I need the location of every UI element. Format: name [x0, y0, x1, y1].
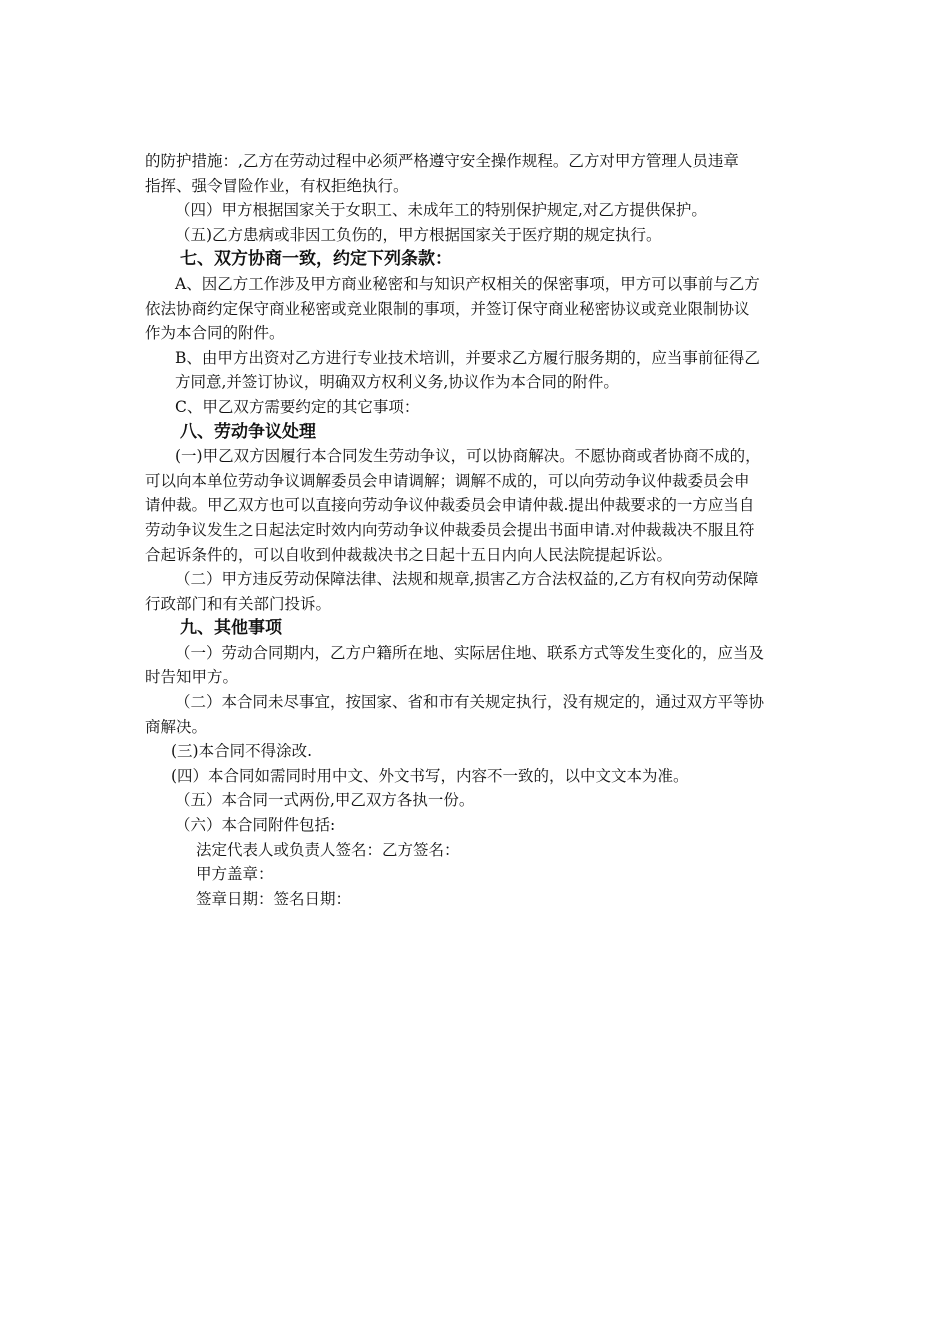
paragraph-line: 请仲裁。甲乙双方也可以直接向劳动争议仲裁委员会申请仲裁.提出仲裁要求的一方应当自 — [145, 496, 755, 515]
paragraph-line: 指挥、强令冒险作业，有权拒绝执行。 — [145, 176, 409, 195]
dispute-clause-one: (一)甲乙双方因履行本合同发生劳动争议，可以协商解决。不愿协商或者协商不成的， — [175, 447, 761, 466]
paragraph-line: 作为本合同的附件。 — [145, 324, 285, 343]
paragraph-line: 劳动争议发生之日起法定时效内向劳动争议仲裁委员会提出书面申请.对仲裁裁决不服且符 — [145, 520, 755, 539]
section-eight-heading: 八、劳动争议处理 — [180, 421, 316, 442]
paragraph-line: 合起诉条件的，可以自收到仲裁裁决书之日起十五日内向人民法院提起诉讼。 — [145, 545, 673, 564]
signature-line: 法定代表人或负责人签名：乙方签名： — [196, 840, 460, 859]
date-line: 签章日期：签名日期： — [196, 889, 352, 908]
section-seven-heading: 七、双方协商一致，约定下列条款： — [180, 249, 452, 270]
paragraph-line: 的防护措施：,乙方在劳动过程中必须严格遵守安全操作规程。乙方对甲方管理人员违章 — [145, 152, 739, 170]
paragraph-line: 可以向本单位劳动争议调解委员会申请调解；调解不成的，可以向劳动争议仲裁委员会申 — [145, 471, 750, 490]
clause-c: C、甲乙双方需要约定的其它事项： — [175, 397, 420, 416]
paragraph-line: 依法协商约定保守商业秘密或竞业限制的事项，并签订保守商业秘密协议或竞业限制协议 — [145, 299, 750, 318]
clause-four: （四）甲方根据国家关于女职工、未成年工的特别保护规定,对乙方提供保护。 — [175, 201, 707, 220]
clause-a: A、因乙方工作涉及甲方商业秘密和与知识产权相关的保密事项，甲方可以事前与乙方 — [175, 274, 760, 293]
other-clause-one: （一）劳动合同期内，乙方户籍所在地、实际居住地、联系方式等发生变化的，应当及 — [175, 643, 765, 662]
paragraph-line: 时告知甲方。 — [145, 668, 239, 687]
section-nine-heading: 九、其他事项 — [180, 618, 282, 639]
document-body — [145, 149, 815, 911]
seal-line: 甲方盖章： — [196, 865, 274, 884]
other-clause-six: （六）本合同附件包括: — [175, 816, 336, 835]
other-clause-four: (四）本合同如需同时用中文、外文书写，内容不一致的，以中文文本为准。 — [171, 766, 689, 785]
paragraph-line: 方同意,并签订协议，明确双方权利义务,协议作为本合同的附件。 — [175, 373, 619, 392]
paragraph-line: 行政部门和有关部门投诉。 — [145, 594, 332, 613]
paragraph-line: 商解决。 — [145, 717, 208, 736]
clause-five: （五)乙方患病或非因工负伤的，甲方根据国家关于医疗期的规定执行。 — [175, 225, 662, 244]
clause-b: B、由甲方出资对乙方进行专业技术培训，并要求乙方履行服务期的，应当事前征得乙 — [175, 348, 760, 367]
other-clause-three: (三)本合同不得涂改. — [171, 742, 313, 761]
other-clause-five: （五）本合同一式两份,甲乙双方各执一份。 — [175, 791, 475, 810]
other-clause-two: （二）本合同未尽事宜，按国家、省和市有关规定执行，没有规定的，通过双方平等协 — [175, 693, 765, 712]
dispute-clause-two: （二）甲方违反劳动保障法律、法规和规章,损害乙方合法权益的,乙方有权向劳动保障 — [175, 570, 759, 589]
